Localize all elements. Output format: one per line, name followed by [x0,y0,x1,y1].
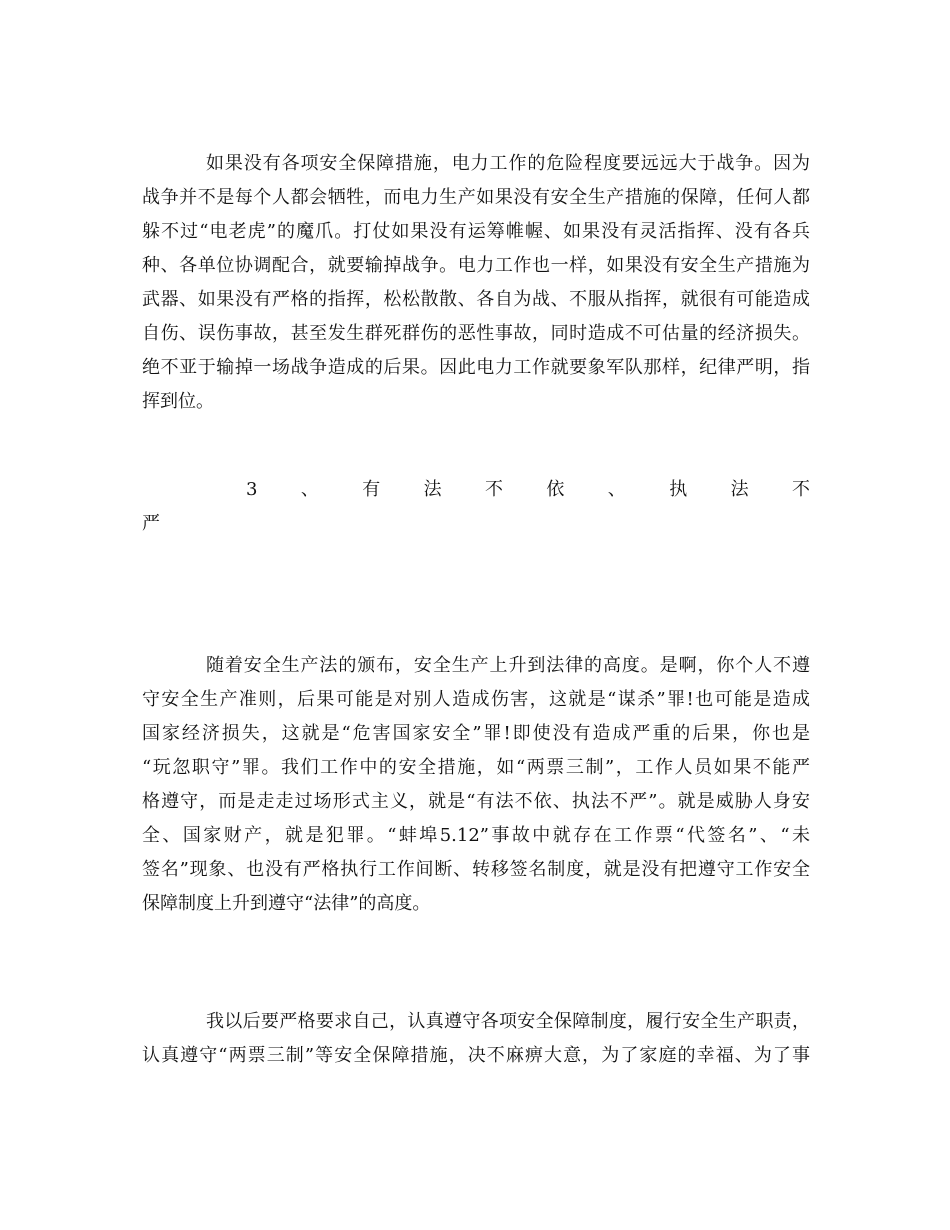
text-line: 签名”现象、也没有严格执行工作间断、转移签名制度，就是没有把遵守工作安全 [142,859,810,880]
heading-line [246,479,810,501]
text-line: 挥到位。 [142,391,214,412]
text-line: 守安全生产准则，后果可能是对别人造成伤害，这就是“谋杀”罪!也可能是造成 [142,689,810,710]
text-line: 全、国家财产，就是犯罪。“蚌埠5.12”事故中就存在工作票“代签名”、“未 [142,825,810,846]
heading-char: 、 [300,479,319,500]
text-line: 武器、如果没有严格的指挥，松松散散、各自为战、不服从指挥，就很有可能造成 [142,289,810,310]
text-line: 种、各单位协调配合，就要输掉战争。电力工作也一样，如果没有安全生产措施为 [142,255,810,276]
text-line: 国家经济损失，这就是“危害国家安全”罪!即使没有造成严重的后果，你也是 [142,723,810,744]
text-line: 绝不亚于输掉一场战争造成的后果。因此电力工作就要象军队那样，纪律严明，指 [142,357,810,378]
heading-char: 、 [607,479,626,500]
heading-char: 不 [791,479,810,500]
text-line: 保障制度上升到遵守“法律”的高度。 [142,893,431,914]
text-line: 随着安全生产法的颁布，安全生产上升到法律的高度。是啊，你个人不遵 [206,655,810,676]
heading-char: 有 [362,479,381,500]
heading-char: 执 [669,479,688,500]
text-line: 我以后要严格要求自己，认真遵守各项安全保障制度，履行安全生产职责， [206,1011,810,1032]
text-line: 如果没有各项安全保障措施，电力工作的危险程度要远远大于战争。因为 [206,153,810,174]
text-line: 认真遵守“两票三制”等安全保障措施，决不麻痹大意，为了家庭的幸福、为了事 [142,1045,810,1066]
heading-char: 3 [246,479,258,500]
heading-continuation: 严 [142,513,160,534]
heading-char: 法 [730,479,749,500]
heading-char: 法 [423,479,442,500]
heading-char: 依 [546,479,565,500]
text-line: “玩忽职守”罪。我们工作中的安全措施，如“两票三制”，工作人员如果不能严 [142,757,810,778]
text-line: 战争并不是每个人都会牺牲，而电力生产如果没有安全生产措施的保障，任何人都 [142,187,810,208]
text-line: 自伤、误伤事故，甚至发生群死群伤的恶性事故，同时造成不可估量的经济损失。 [142,323,810,344]
heading-char: 不 [485,479,504,500]
text-line: 躲不过“电老虎”的魔爪。打仗如果没有运筹帷幄、如果没有灵活指挥、没有各兵 [142,221,810,242]
text-line: 格遵守，而是走走过场形式主义，就是“有法不依、执法不严”。就是威胁人身安 [142,791,810,812]
